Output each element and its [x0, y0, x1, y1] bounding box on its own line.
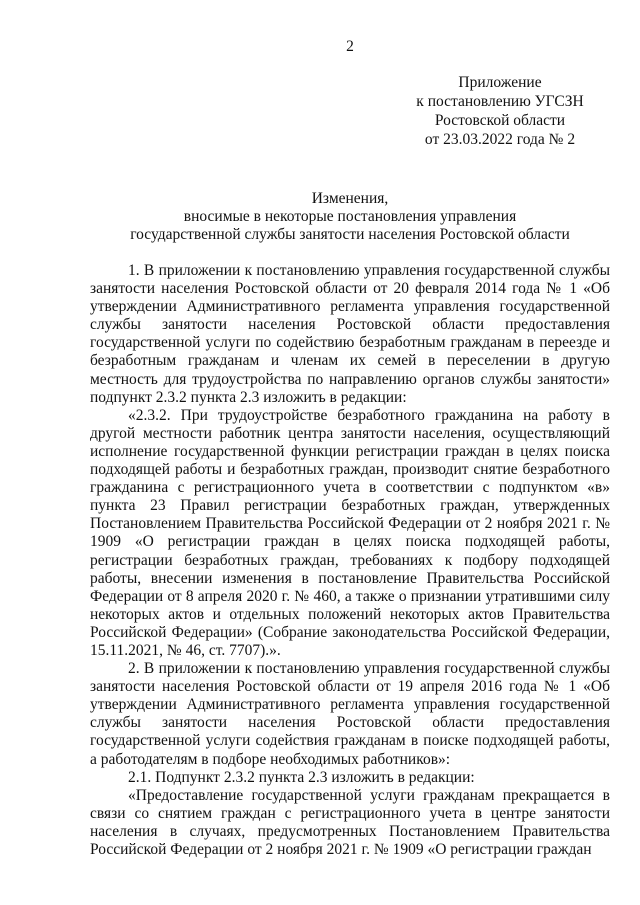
- paragraph-4: 2.1. Подпункт 2.3.2 пункта 2.3 изложить в редакции:: [128, 768, 475, 786]
- heading-subtitle-continued: государственной службы занятости населения Ростовской области: [130, 226, 570, 243]
- annex-region: Ростовской области: [434, 112, 566, 129]
- page-number: 2: [346, 38, 354, 55]
- paragraph-5: «Предоставление государственной услуги гражданам прекращается в связи со снятием граждан с регистрационного учета в центре занятости населения в случаях, предусмотренных Постановлением Правительства Российской Федерации от 2 ноября 2021 г. № 1909 «О регистрации граждан: [90, 786, 610, 858]
- document-body: [90, 262, 610, 859]
- document-heading: [90, 190, 610, 244]
- annex-title: Приложение: [458, 74, 542, 91]
- paragraph-3: 2. В приложении к постановлению управления государственной службы занятости населения Ростовской области от 19 апреля 2016 года № 1 «Об утверждении Административного регламента управления государственной службы занятости населения Ростовской области предоставления государственной услуги содействия гражданам в поиске подходящей работы, а работодателям в подборе необходимых работников»:: [90, 660, 610, 768]
- heading-title: Изменения,: [311, 190, 389, 207]
- annex-date: от 23.03.2022 года № 2: [424, 131, 576, 148]
- annex-block: [380, 73, 620, 149]
- paragraph-2: «2.3.2. При трудоустройстве безработного гражданина на работу в другой местности работник центра занятости населения, осуществляющий исполнение государственной функции регистрации граждан в целях поиска подходящей работы и безработных граждан, производит снятие безработного гражданина с регистрационного учета в соответствии с подпунктом «в» пункта 23 Правил регистрации безработных граждан, утвержденных Постановлением Правительства Российской Федерации от 2 ноября 2021 г. № 1909 «О регистрации граждан в целях поиска подходящей работы, регистрации безработных граждан, требованиях к подбору подходящей работы, внесении изменения в постановление Правительства Российской Федерации от 8 апреля 2020 г. № 460, а также о признании утратившими силу некоторых актов и отдельных положений некоторых актов Правительства Российской Федерации» (Собрание законодательства Российской Федерации, 15.11.2021, № 46, ст. 7707).».: [90, 406, 610, 659]
- annex-reference: к постановлению УГСЗН: [416, 93, 584, 110]
- heading-subtitle: вносимые в некоторые постановления управления: [183, 208, 517, 225]
- paragraph-1: 1. В приложении к постановлению управления государственной службы занятости населения Ростовской области от 20 февраля 2014 года № 1 «Об утверждении Административного регламента управления государственной службы занятости населения Ростовской области предоставления государственной услуги по содействию безработным гражданам в переезде и безработным гражданам и членам их семей в переселении в другую местность для трудоустройства по направлению органов службы занятости» подпункт 2.3.2 пункта 2.3 изложить в редакции:: [90, 262, 610, 406]
